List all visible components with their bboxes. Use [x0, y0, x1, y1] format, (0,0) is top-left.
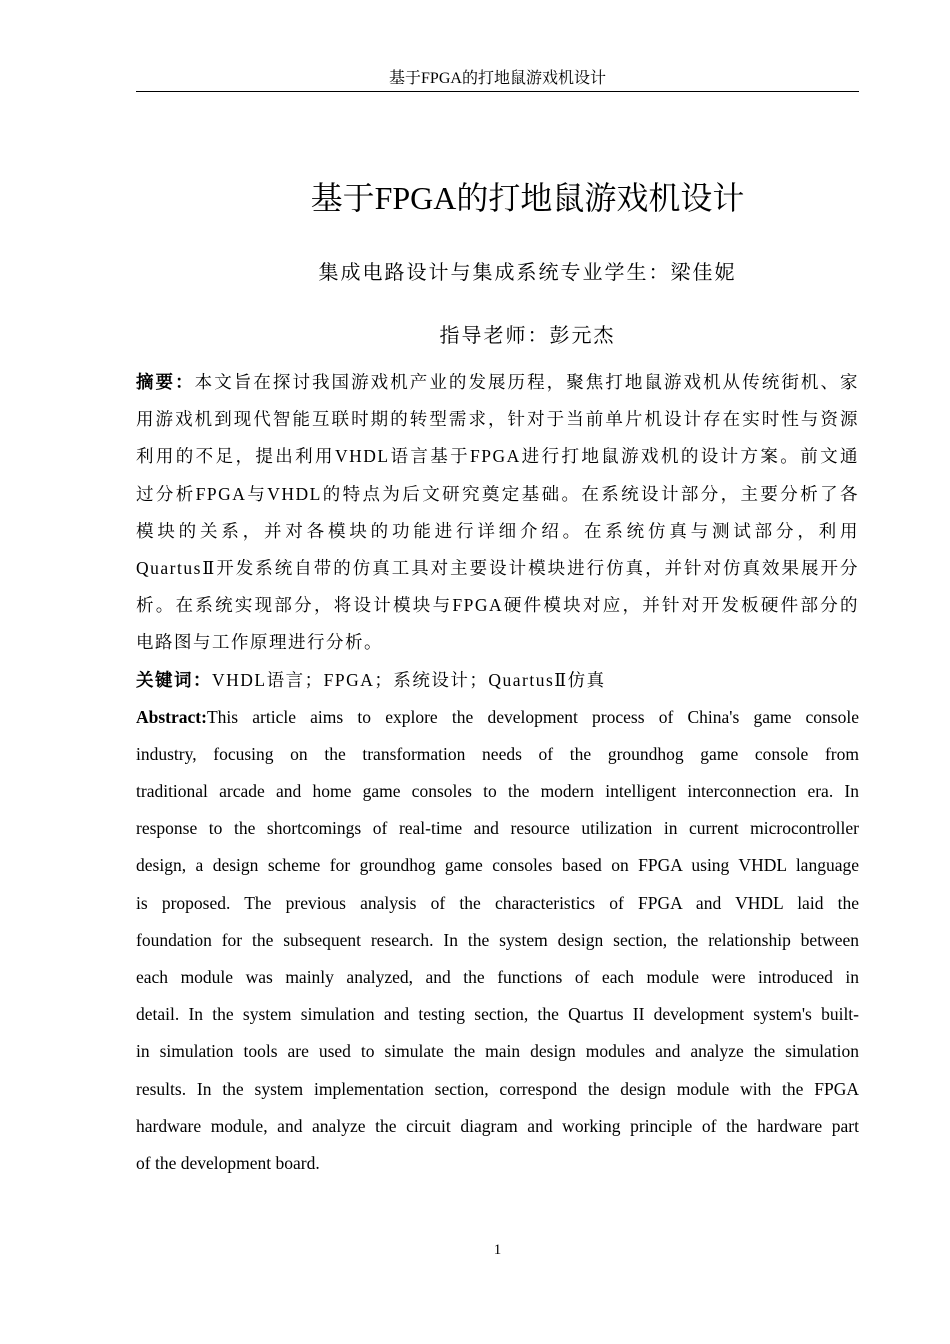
abstract-text: 用游戏机到现代智能互联时期的转型需求，针对于当前单片机设计存在实时性与资源 — [136, 409, 859, 430]
keywords-text: VHDL语言；FPGA；系统设计；QuartusⅡ仿真 — [212, 669, 606, 690]
abstract-text: response to the shortcomings of real-time and resource utilization in current microcontroller — [136, 818, 859, 839]
keywords-line — [136, 662, 859, 699]
document-title: 基于FPGA的打地鼠游戏机设计 — [310, 180, 745, 216]
abstract-text: 电路图与工作原理进行分析。 — [136, 632, 383, 653]
abstract-line — [136, 1033, 859, 1070]
abstract-line — [136, 1071, 859, 1108]
abstract-text: 析。在系统实现部分，将设计模块与FPGA硬件模块对应，并针对开发板硬件部分的 — [136, 595, 859, 616]
abstract-text: detail. In the system simulation and testing section, the Quartus II development system's built- — [136, 1004, 859, 1025]
abstract-text: 本文旨在探讨我国游戏机产业的发展历程，聚焦打地鼠游戏机从传统街机、家 — [194, 372, 859, 392]
author-line: 集成电路设计与集成系统专业学生：梁佳妮 — [318, 262, 737, 284]
abstract-line — [136, 1145, 859, 1182]
abstract-text: results. In the system implementation section, correspond the design module with the FPGA — [136, 1078, 859, 1099]
abstract-line — [136, 476, 859, 513]
english-abstract — [136, 699, 859, 1182]
abstract-line — [136, 885, 859, 922]
abstract-line — [136, 587, 859, 624]
abstract-line — [136, 773, 859, 810]
abstract-text: is proposed. The previous analysis of the characteristics of FPGA and VHDL laid the — [136, 892, 859, 913]
abstract-line — [136, 959, 859, 996]
abstract-line — [136, 922, 859, 959]
abstract-text: in simulation tools are used to simulate the main design modules and analyze the simulation — [136, 1041, 859, 1062]
abstract-text: design, a design scheme for groundhog game consoles based on FPGA using VHDL language — [136, 855, 859, 876]
abstract-line — [136, 810, 859, 847]
advisor-line: 指导老师：彭元杰 — [439, 325, 616, 347]
keywords-label: 关键词： — [136, 669, 212, 690]
abstract-line — [136, 736, 859, 773]
abstract-text: foundation for the subsequent research. In the system design section, the relationship between — [136, 929, 859, 950]
abstract-text: of the development board. — [136, 1152, 320, 1173]
abstract-text: 利用的不足，提出利用VHDL语言基于FPGA进行打地鼠游戏机的设计方案。前文通 — [136, 446, 859, 467]
abstract-text: QuartusⅡ开发系统自带的仿真工具对主要设计模块进行仿真，并针对仿真效果展开分 — [136, 557, 859, 578]
abstract-line — [136, 550, 859, 587]
abstract-text: This article aims to explore the development process of China's game console — [206, 706, 859, 727]
chinese-abstract — [136, 364, 859, 662]
abstract-text: 模块的关系，并对各模块的功能进行详细介绍。在系统仿真与测试部分，利用 — [136, 520, 859, 541]
abstract-line — [136, 364, 859, 401]
abstract-label: 摘要： — [136, 372, 195, 392]
abstract-label: Abstract: — [136, 706, 207, 727]
abstract-body — [136, 364, 859, 1182]
abstract-line — [136, 624, 859, 661]
abstract-text: 过分析FPGA与VHDL的特点为后文研究奠定基础。在系统设计部分，主要分析了各 — [136, 483, 859, 504]
page-number: 1 — [493, 1242, 502, 1258]
abstract-text: hardware module, and analyze the circuit diagram and working principle of the hardware part — [136, 1115, 859, 1136]
abstract-line — [136, 996, 859, 1033]
abstract-line — [136, 699, 859, 736]
abstract-text: each module was mainly analyzed, and the functions of each module were introduced in — [136, 967, 859, 987]
abstract-line — [136, 847, 859, 884]
abstract-line — [136, 513, 859, 550]
abstract-line — [136, 401, 859, 438]
abstract-text: traditional arcade and home game consoles to the modern intelligent interconnection era. In — [136, 781, 859, 802]
abstract-line — [136, 438, 859, 475]
abstract-line — [136, 1108, 859, 1145]
running-header: 基于FPGA的打地鼠游戏机设计 — [136, 68, 859, 92]
abstract-text: industry, focusing on the transformation needs of the groundhog game console from — [136, 743, 859, 764]
